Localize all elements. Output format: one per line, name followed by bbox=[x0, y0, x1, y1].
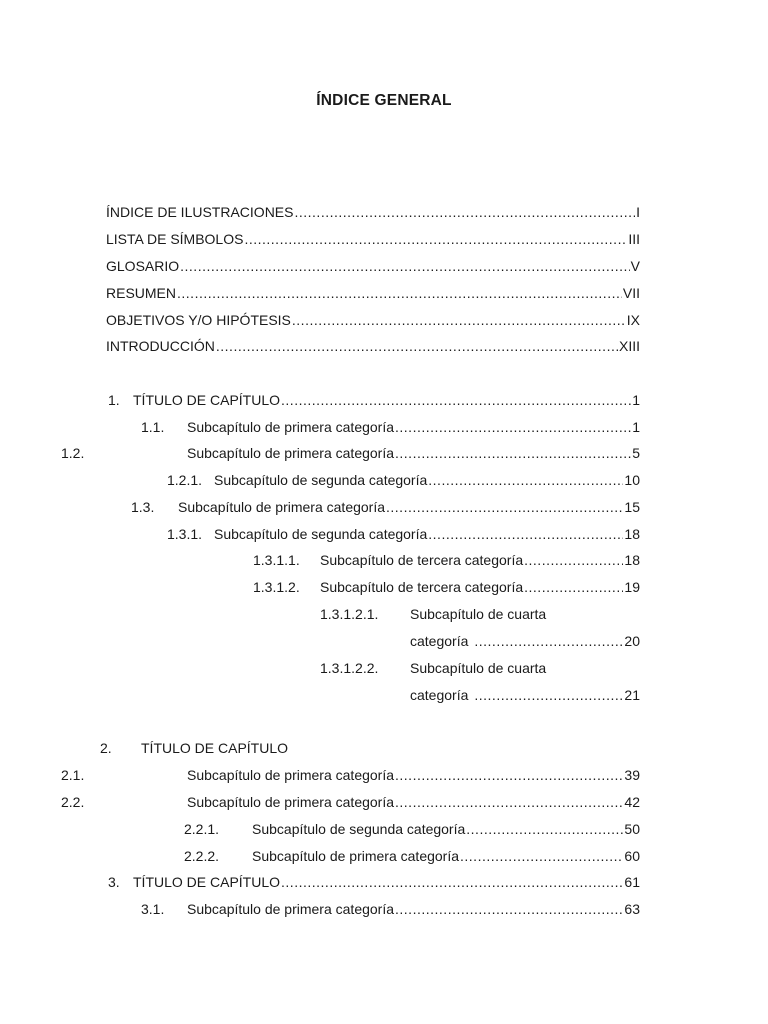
toc-entry[interactable] bbox=[106, 230, 640, 248]
toc-entry-title: Subcapítulo de primera categoría bbox=[178, 499, 386, 515]
toc-entry-page: 10 bbox=[624, 472, 640, 488]
toc-entry-number: 1.2.1. bbox=[167, 472, 203, 488]
toc-entry-title-cont: categoría bbox=[410, 687, 469, 703]
toc-entry[interactable] bbox=[410, 632, 640, 650]
toc-entry-number: 2. bbox=[100, 740, 112, 756]
toc-entry[interactable] bbox=[106, 203, 640, 221]
toc-entry-title: Subcapítulo de primera categoría bbox=[187, 901, 395, 917]
toc-entry[interactable] bbox=[167, 471, 640, 489]
toc-entry[interactable] bbox=[253, 578, 640, 596]
toc-entry-title-cont: categoría bbox=[410, 633, 469, 649]
toc-entry-title: RESUMEN bbox=[106, 285, 177, 301]
toc-entry-title: Subcapítulo de segunda categoría bbox=[252, 821, 466, 837]
toc-entry-page: 61 bbox=[624, 874, 640, 890]
toc-entry-number: 1.3.1.2.1. bbox=[320, 606, 379, 622]
toc-entry[interactable] bbox=[106, 311, 640, 329]
toc-entry-title: INTRODUCCIÓN bbox=[106, 338, 215, 354]
toc-entry-number: 3. bbox=[108, 874, 120, 890]
toc-entry[interactable] bbox=[100, 739, 640, 757]
toc-entry-number: 1.3.1.1. bbox=[253, 552, 300, 568]
toc-entry-number: 2.2.2. bbox=[184, 848, 220, 864]
toc-entry[interactable] bbox=[106, 284, 640, 302]
toc-entry-title[interactable]: Subcapítulo de cuarta bbox=[410, 606, 547, 622]
toc-entry-page: I bbox=[636, 204, 640, 220]
toc-entry-page: 50 bbox=[624, 821, 640, 837]
toc-entry-title: Subcapítulo de primera categoría bbox=[187, 419, 395, 435]
toc-entry-page: 21 bbox=[624, 687, 640, 703]
toc-entry[interactable] bbox=[108, 391, 640, 409]
toc-entry-number: 1.3.1.2. bbox=[253, 579, 300, 595]
toc-entry-number: 1.3.1. bbox=[167, 526, 203, 542]
toc-entry-title: Subcapítulo de tercera categoría bbox=[320, 579, 524, 595]
toc-entry[interactable] bbox=[106, 257, 640, 275]
toc-entry-title: OBJETIVOS Y/O HIPÓTESIS bbox=[106, 312, 291, 328]
toc-entry[interactable] bbox=[167, 525, 640, 543]
toc-entry[interactable] bbox=[131, 498, 640, 516]
toc-entry[interactable] bbox=[184, 847, 640, 865]
toc-entry[interactable] bbox=[61, 793, 640, 811]
toc-entry[interactable] bbox=[61, 766, 640, 784]
toc-entry-page: VII bbox=[622, 285, 640, 301]
toc-entry-title: TÍTULO DE CAPÍTULO bbox=[133, 392, 281, 408]
toc-entry-page: 18 bbox=[624, 526, 640, 542]
toc-entry-title: GLOSARIO bbox=[106, 258, 180, 274]
toc-entry-page: V bbox=[630, 258, 640, 274]
toc-entry-number: 1.1. bbox=[141, 419, 165, 435]
toc-entry[interactable] bbox=[61, 444, 640, 462]
toc-entry-title: TÍTULO DE CAPÍTULO bbox=[133, 874, 281, 890]
toc-entry-number: 1.3. bbox=[131, 499, 155, 515]
toc-entry-page: 39 bbox=[624, 767, 640, 783]
toc-entry[interactable] bbox=[184, 820, 640, 838]
toc-entry-page: 20 bbox=[624, 633, 640, 649]
toc-entry-page: 42 bbox=[624, 794, 640, 810]
toc-entry-page: 60 bbox=[624, 848, 640, 864]
toc-entry-title: Subcapítulo de primera categoría bbox=[252, 848, 460, 864]
toc-entry-title: Subcapítulo de primera categoría bbox=[187, 794, 395, 810]
toc-entry[interactable] bbox=[410, 686, 640, 704]
toc-entry-title: Subcapítulo de primera categoría bbox=[187, 445, 395, 461]
toc-entry-page: III bbox=[628, 231, 640, 247]
toc-entry-title: Subcapítulo de segunda categoría bbox=[214, 526, 428, 542]
toc-entry-number: 2.2.1. bbox=[184, 821, 220, 837]
toc-entry-number: 2.1. bbox=[61, 767, 85, 783]
toc-entry[interactable] bbox=[106, 337, 640, 355]
page-title: ÍNDICE GENERAL bbox=[316, 92, 452, 109]
toc-entry-page: 63 bbox=[624, 901, 640, 917]
toc-entry-title: Subcapítulo de segunda categoría bbox=[214, 472, 428, 488]
toc-entry-page: 1 bbox=[632, 392, 640, 408]
toc-entry-title: Subcapítulo de tercera categoría bbox=[320, 552, 524, 568]
toc-entry-title: ÍNDICE DE ILUSTRACIONES bbox=[106, 204, 294, 220]
toc-entry-number: 3.1. bbox=[141, 901, 165, 917]
toc-entry-page: 15 bbox=[624, 499, 640, 515]
toc-entry[interactable] bbox=[141, 900, 640, 918]
toc-entry-number: 1.2. bbox=[61, 445, 85, 461]
toc-entry-title: Subcapítulo de primera categoría bbox=[187, 767, 395, 783]
toc-entry-page: IX bbox=[626, 312, 640, 328]
toc-entry-title[interactable]: Subcapítulo de cuarta bbox=[410, 660, 547, 676]
toc-entry-number: 1.3.1.2.2. bbox=[320, 660, 379, 676]
toc-entry-title: TÍTULO DE CAPÍTULO bbox=[141, 740, 289, 756]
toc-entry-page: 18 bbox=[624, 552, 640, 568]
toc-entry-title: LISTA DE SÍMBOLOS bbox=[106, 231, 244, 247]
toc-entry-page: 19 bbox=[624, 579, 640, 595]
toc-entry-page: XIII bbox=[618, 338, 640, 354]
toc-entry-page: 1 bbox=[632, 419, 640, 435]
toc-entry-page: 5 bbox=[632, 445, 640, 461]
toc-entry[interactable] bbox=[141, 418, 640, 436]
toc-entry[interactable] bbox=[108, 873, 640, 891]
toc-entry-number: 2.2. bbox=[61, 794, 85, 810]
toc-entry[interactable] bbox=[253, 551, 640, 569]
toc-entry-number: 1. bbox=[108, 392, 120, 408]
